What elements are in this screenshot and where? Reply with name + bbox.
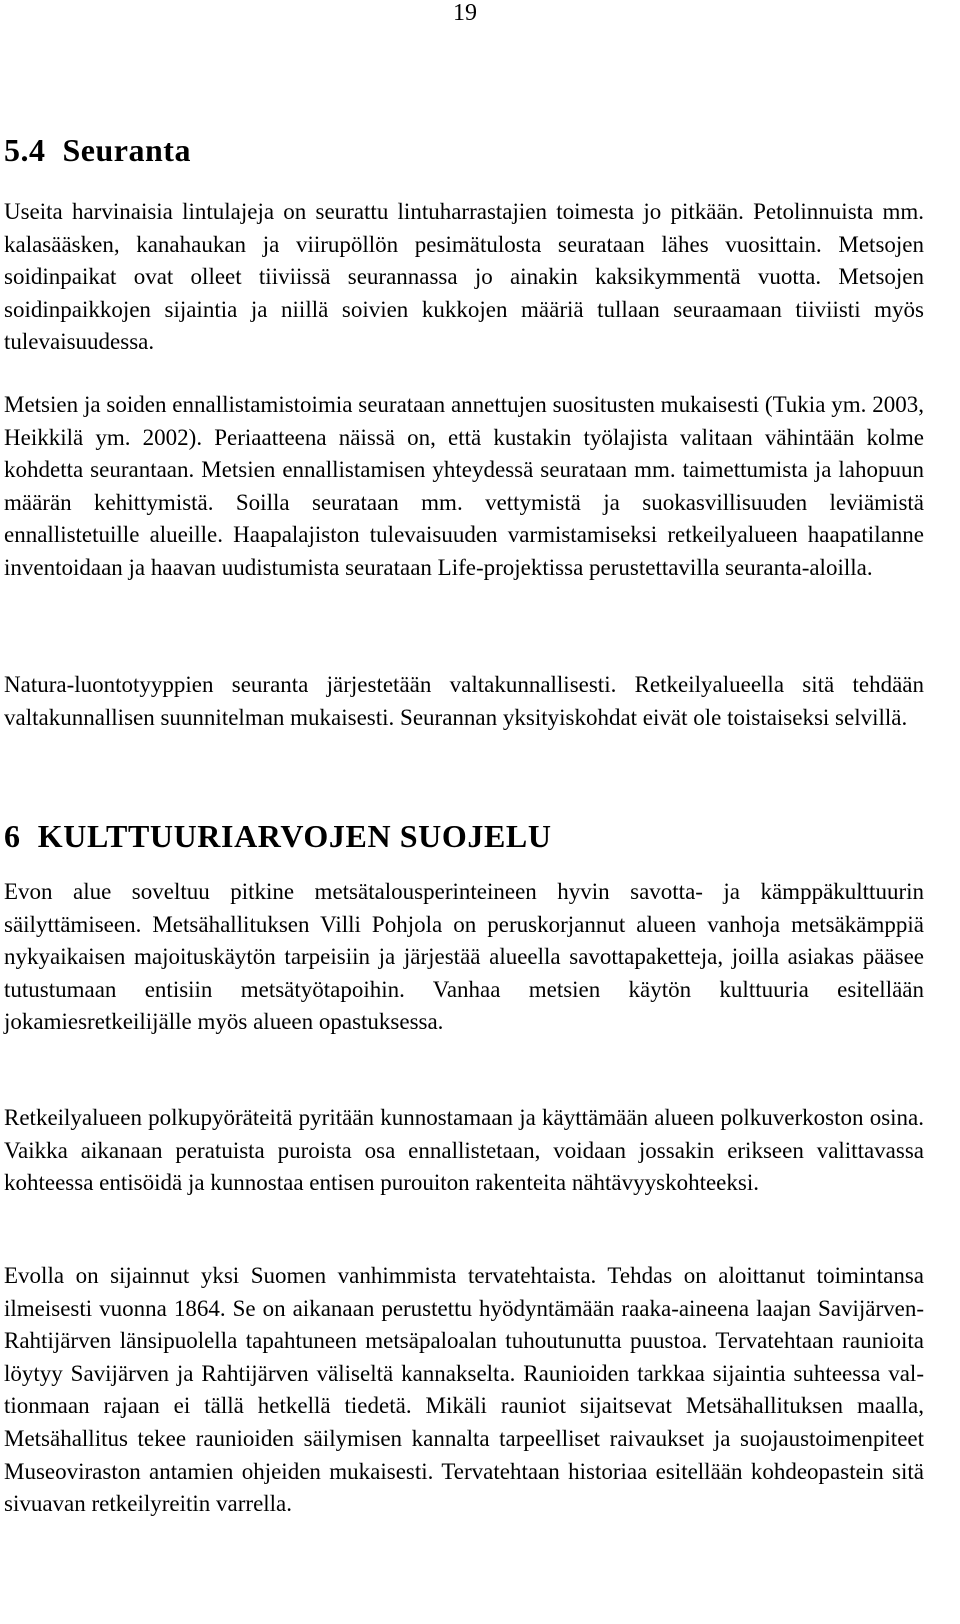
paragraph-savottakulttuuri: Evon alue soveltuu pitkine metsätalousperinteineen hyvin savotta- ja kämppäkulttuurin säilyttämiseen. Metsähallituksen Villi Pohjola on peruskorjannut alueen vanhoja metsäkämppiä nykyaikaisen majoituskäytön tarpeisiin ja järjestää alueella savottapaketteja, joilla asiakas pääsee tutustumaan entisiin metsätyötapoihin. Vanhaa metsien käytön kulttuuria esitellään jokamiesretkeilijälle myös alueen opastuksessa. [4, 879, 924, 1035]
page-number: 19 [453, 0, 477, 26]
paragraph-natura-seuranta: Natura-luontotyyppien seuranta järjestetään valtakunnallisesti. Retkeilyalueella sitä tehdään valtakunnallisen suunnitelman mukaisesti. Seurannan yksityiskohdat eivät ole toistaiseksi selvillä. [4, 672, 924, 730]
paragraph-tervatehdas: Evolla on sijainnut yksi Suomen vanhimmista tervatehtaista. Tehdas on aloittanut toimintansa ilmeisesti vuonna 1864. Se on aikanaan perustettu hyödyntämään raaka-aineena laajan Savijärven-Rahtijärven länsipuolella tapahtuneen metsäpaloalan tuhoutunutta puustoa. Tervatehtaan raunioita löytyy Savijärven ja Rahtijärven väliseltä kannakselta. Raunioiden tarkkaa sijaintia suhteessa valtionmaan rajaan ei tällä hetkellä tiedetä. Mikäli rauniot sijaitsevat Metsähallituksen maalla, Metsähallitus tekee raunioiden säilymisen kannalta tarpeelliset raivaukset ja suojaustoimenpiteet Museoviraston antamien ohjeiden mukaisesti. Tervatehtaan historiaa esitellään kohdeopastein sitä sivuavan retkeilyreitin varrella. [4, 1263, 924, 1517]
section-heading-seuranta: 5.4 Seuranta [4, 132, 191, 168]
paragraph-polkupyoratiet: Retkeilyalueen polkupyöräteitä pyritään kunnostamaan ja käyttämään alueen polkuverkoston osina. Vaikka aikanaan peratuista puroista osa ennallistetaan, voidaan jossakin erikseen valittavassa kohteessa entisöidä ja kunnostaa entisen purouiton rakenteita nähtävyyskohteeksi. [4, 1105, 924, 1196]
paragraph-lintulajien-seuranta: Useita harvinaisia lintulajeja on seurattu lintuharrastajien toimesta jo pitkään. Petolinnuista mm. kalasääsken, kanahaukan ja viirupöllön pesimätulosta seurataan lähes vuosittain. Metsojen soidinpaikat ovat olleet tiiviissä seurannassa jo ainakin kaksikymmentä vuotta. Metsojen soidinpaikkojen sijaintia ja niillä soivien kukkojen määriä tullaan seuraamaan tiiviisti myös tulevaisuudessa. [4, 199, 924, 355]
section-heading-kulttuuriarvojen-suojelu: 6 KULTTUURIARVOJEN SUOJELU [4, 818, 552, 854]
paragraph-ennallistamisen-seuranta: Metsien ja soiden ennallistamistoimia seurataan annettujen suositusten mukaisesti (Tukia ym. 2003, Heikkilä ym. 2002). Periaatteena näissä on, että kustakin työlajista valitaan vähintään kolme kohdetta seurantaan. Metsien ennallistamisen yhteydessä seurataan mm. taimettumista ja lahopuun määrän kehittymistä. Soilla seurataan mm. vettymistä ja suokasvillisuuden leviämistä ennallistetuille alueille. Haapalajiston tulevaisuuden varmistamiseksi retkeilyalueen haapatilanne inventoidaan ja haavan uudistumista seurataan Life-projektissa perustettavilla seuranta-aloilla. [4, 392, 924, 580]
